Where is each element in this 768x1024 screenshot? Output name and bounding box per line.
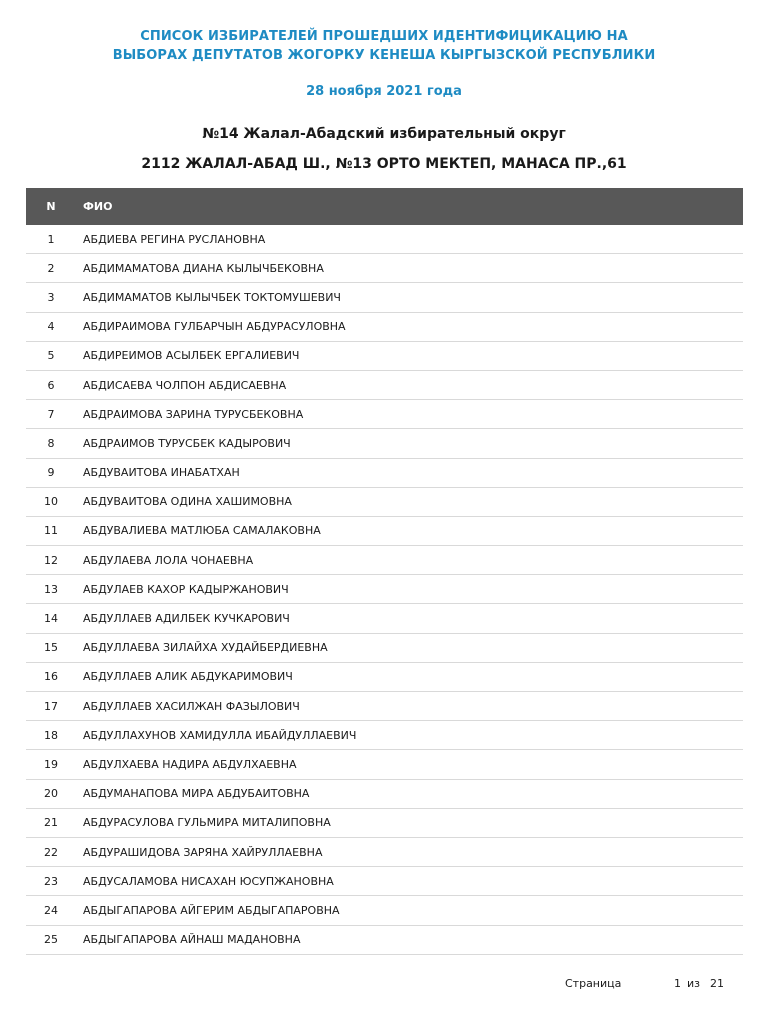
table-row: [26, 429, 743, 458]
column-header-number: N: [26, 188, 76, 225]
table-row: [26, 633, 743, 662]
page-label: Страница: [565, 977, 622, 990]
table-row: [26, 779, 743, 808]
row-number: 23: [26, 867, 76, 896]
row-full-name: АБДУСАЛАМОВА НИСАХАН ЮСУПЖАНОВНА: [76, 867, 743, 896]
row-number: 22: [26, 837, 76, 866]
table-row: [26, 896, 743, 925]
row-full-name: АБДУЛЛАЕВА ЗИЛАЙХА ХУДАЙБЕРДИЕВНА: [76, 633, 743, 662]
document-title: [0, 27, 768, 65]
row-number: 17: [26, 692, 76, 721]
row-full-name: АБДУВАИТОВА ИНАБАТХАН: [76, 458, 743, 487]
row-number: 11: [26, 516, 76, 545]
table-row: [26, 808, 743, 837]
row-full-name: АБДУЛАЕВ КАХОР КАДЫРЖАНОВИЧ: [76, 575, 743, 604]
table-row: [26, 487, 743, 516]
row-number: 10: [26, 487, 76, 516]
table-row: [26, 575, 743, 604]
row-full-name: АБДУЛЛАХУНОВ ХАМИДУЛЛА ИБАЙДУЛЛАЕВИЧ: [76, 721, 743, 750]
current-page: 1: [674, 977, 681, 990]
row-full-name: АБДУВАЛИЕВА МАТЛЮБА САМАЛАКОВНА: [76, 516, 743, 545]
row-number: 18: [26, 721, 76, 750]
table-row: [26, 283, 743, 312]
table-row: [26, 254, 743, 283]
row-full-name: АБДУМАНАПОВА МИРА АБДУБАИТОВНА: [76, 779, 743, 808]
row-number: 19: [26, 750, 76, 779]
column-header-name: ФИО: [76, 188, 743, 225]
table-row: [26, 458, 743, 487]
row-full-name: АБДРАИМОВ ТУРУСБЕК КАДЫРОВИЧ: [76, 429, 743, 458]
row-full-name: АБДИРЕИМОВ АСЫЛБЕК ЕРГАЛИЕВИЧ: [76, 341, 743, 370]
polling-station: 2112 ЖАЛАЛ-АБАД Ш., №13 ОРТО МЕКТЕП, МАНАСА ПР.,61: [141, 156, 627, 172]
row-full-name: АБДУЛЛАЕВ АДИЛБЕК КУЧКАРОВИЧ: [76, 604, 743, 633]
table-row: [26, 312, 743, 341]
row-full-name: АБДУРАШИДОВА ЗАРЯНА ХАЙРУЛЛАЕВНА: [76, 837, 743, 866]
table-row: [26, 400, 743, 429]
total-pages: 21: [710, 977, 724, 990]
row-full-name: АБДРАИМОВА ЗАРИНА ТУРУСБЕКОВНА: [76, 400, 743, 429]
row-number: 12: [26, 546, 76, 575]
row-number: 2: [26, 254, 76, 283]
table-body: [26, 225, 743, 954]
table-row: [26, 837, 743, 866]
row-number: 15: [26, 633, 76, 662]
table-row: [26, 516, 743, 545]
row-number: 20: [26, 779, 76, 808]
row-number: 24: [26, 896, 76, 925]
row-full-name: АБДИЕВА РЕГИНА РУСЛАНОВНА: [76, 225, 743, 254]
row-number: 7: [26, 400, 76, 429]
row-full-name: АБДУРАСУЛОВА ГУЛЬМИРА МИТАЛИПОВНА: [76, 808, 743, 837]
title-line-1: СПИСОК ИЗБИРАТЕЛЕЙ ПРОШЕДШИХ ИДЕНТИФИЦИКАЦИЮ НА: [140, 29, 628, 44]
row-full-name: АБДИСАЕВА ЧОЛПОН АБДИСАЕВНА: [76, 370, 743, 399]
table-row: [26, 867, 743, 896]
row-number: 14: [26, 604, 76, 633]
row-number: 3: [26, 283, 76, 312]
row-number: 8: [26, 429, 76, 458]
row-full-name: АБДУЛХАЕВА НАДИРА АБДУЛХАЕВНА: [76, 750, 743, 779]
table-row: [26, 750, 743, 779]
row-number: 9: [26, 458, 76, 487]
table-row: [26, 925, 743, 954]
table-row: [26, 662, 743, 691]
document-date: 28 ноября 2021 года: [306, 84, 462, 99]
row-number: 1: [26, 225, 76, 254]
row-full-name: АБДУЛАЕВА ЛОЛА ЧОНАЕВНА: [76, 546, 743, 575]
row-full-name: АБДУВАИТОВА ОДИНА ХАШИМОВНА: [76, 487, 743, 516]
row-number: 13: [26, 575, 76, 604]
table-row: [26, 721, 743, 750]
row-number: 25: [26, 925, 76, 954]
title-line-2: ВЫБОРАХ ДЕПУТАТОВ ЖОГОРКУ КЕНЕША КЫРГЫЗСКОЙ РЕСПУБЛИКИ: [112, 48, 656, 63]
table-row: [26, 546, 743, 575]
table-row: [26, 341, 743, 370]
row-full-name: АБДЫГАПАРОВА АЙНАШ МАДАНОВНА: [76, 925, 743, 954]
page-footer: [0, 977, 768, 993]
district-name: №14 Жалал-Абадский избирательный округ: [202, 126, 566, 142]
table-row: [26, 692, 743, 721]
row-number: 16: [26, 662, 76, 691]
row-full-name: АБДИМАМАТОВ КЫЛЫЧБЕК ТОКТОМУШЕВИЧ: [76, 283, 743, 312]
row-full-name: АБДИМАМАТОВА ДИАНА КЫЛЫЧБЕКОВНА: [76, 254, 743, 283]
row-full-name: АБДУЛЛАЕВ ХАСИЛЖАН ФАЗЫЛОВИЧ: [76, 692, 743, 721]
row-number: 5: [26, 341, 76, 370]
table-row: [26, 370, 743, 399]
table-row: [26, 604, 743, 633]
row-number: 21: [26, 808, 76, 837]
table-header: [26, 188, 743, 225]
row-full-name: АБДИРАИМОВА ГУЛБАРЧЫН АБДУРАСУЛОВНА: [76, 312, 743, 341]
table-row: [26, 225, 743, 254]
row-full-name: АБДЫГАПАРОВА АЙГЕРИМ АБДЫГАПАРОВНА: [76, 896, 743, 925]
row-number: 6: [26, 370, 76, 399]
row-number: 4: [26, 312, 76, 341]
of-label: из: [687, 977, 700, 990]
voters-table: [26, 188, 743, 955]
row-full-name: АБДУЛЛАЕВ АЛИК АБДУКАРИМОВИЧ: [76, 662, 743, 691]
